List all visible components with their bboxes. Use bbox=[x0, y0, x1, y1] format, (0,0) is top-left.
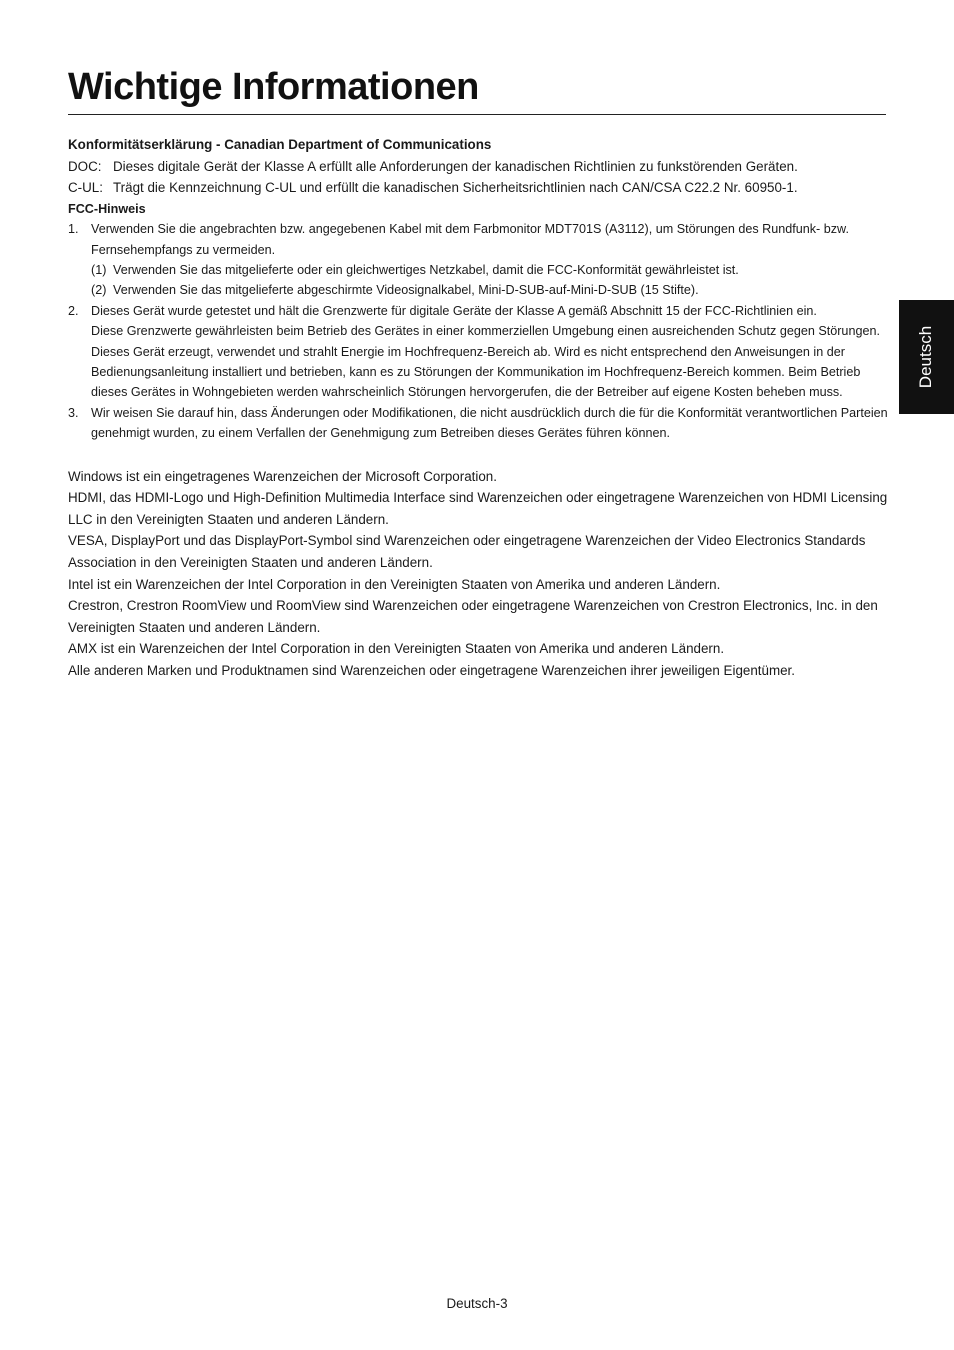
fcc-heading: FCC-Hinweis bbox=[68, 201, 146, 216]
trademark-line: HDMI, das HDMI-Logo und High-Definition Multimedia Interface sind Warenzeichen oder eingetragene Warenzeichen von HDMI Licensing LLC in den Vereinigten Staaten und anderen Ländern. bbox=[68, 490, 888, 527]
fcc-item-number: 2. bbox=[68, 303, 79, 318]
fcc-list bbox=[68, 219, 888, 443]
language-tab bbox=[899, 300, 954, 414]
trademark-line: Alle anderen Marken und Produktnamen sind Warenzeichen oder eingetragene Warenzeichen ihrer jeweiligen Eigentümer. bbox=[68, 663, 795, 678]
trademark-line: AMX ist ein Warenzeichen der Intel Corporation in den Vereinigten Staaten von Amerika und anderen Ländern. bbox=[68, 641, 725, 657]
trademark-line: Intel ist ein Warenzeichen der Intel Corporation in den Vereinigten Staaten von Amerika und anderen Ländern. bbox=[68, 576, 721, 592]
fcc-item-text-block bbox=[91, 301, 888, 403]
cul-text: Trägt die Kennzeichnung C-UL und erfüllt die kanadischen Sicherheitsrichtlinien nach CAN/CSA C22.2 Nr. 60950-1. bbox=[113, 180, 798, 196]
fcc-item-2 bbox=[68, 301, 888, 403]
fcc-subitem-number: (2) bbox=[91, 283, 107, 298]
conformity-heading: Konformitätserklärung - Canadian Department of Communications bbox=[68, 137, 492, 152]
fcc-item-1 bbox=[68, 219, 888, 260]
fcc-item-text: Verwenden Sie die angebrachten bzw. angegebenen Kabel mit dem Farbmonitor MDT701S (A3112), um Störungen des Rundfunk- bzw. Fernsehempfangs zu vermeiden. bbox=[91, 222, 849, 257]
main-content bbox=[68, 134, 888, 682]
title-divider bbox=[68, 114, 886, 115]
fcc-subitem-2 bbox=[68, 280, 888, 300]
doc-label: DOC: bbox=[68, 158, 102, 174]
fcc-item-text: Wir weisen Sie darauf hin, dass Änderungen oder Modifikationen, die nicht ausdrücklich durch die für die Konformität verantwortlichen Parteien genehmigt wurden, zu einem Verfallen der Genehmigung zum Betreiben dieses Gerätes führen können. bbox=[91, 405, 888, 441]
cul-label: C-UL: bbox=[68, 180, 103, 196]
doc-statement bbox=[68, 156, 888, 178]
trademark-line: VESA, DisplayPort und das DisplayPort-Symbol sind Warenzeichen oder eingetragene Warenzeichen der Video Electronics Standards Association in den Vereinigten Staaten und anderen Ländern. bbox=[68, 533, 866, 571]
section-spacer bbox=[68, 444, 888, 466]
page-number: Deutsch-3 bbox=[446, 1296, 508, 1311]
fcc-subitem-text: Verwenden Sie das mitgelieferte oder ein gleichwertiges Netzkabel, damit die FCC-Konformität gewährleistet ist. bbox=[113, 263, 739, 277]
fcc-item-number: 3. bbox=[68, 405, 79, 420]
trademark-notices bbox=[68, 466, 888, 682]
language-tab-label: Deutsch bbox=[916, 325, 936, 389]
fcc-subitem-number: (1) bbox=[91, 263, 107, 277]
fcc-item-text: Dieses Gerät wurde getestet und hält die Grenzwerte für digitale Geräte der Klasse A gemäß Abschnitt 15 der FCC-Richtlinien ein. bbox=[91, 303, 817, 318]
page-title: Wichtige Informationen bbox=[68, 66, 479, 108]
trademark-line: Crestron, Crestron RoomView und RoomView sind Warenzeichen oder eingetragene Warenzeichen von Crestron Electronics, Inc. in den Vereinigten Staaten und anderen Ländern. bbox=[68, 598, 878, 635]
fcc-item-number: 1. bbox=[68, 222, 79, 237]
doc-text: Dieses digitale Gerät der Klasse A erfüllt alle Anforderungen der kanadischen Richtlinien zu funkstörenden Geräten. bbox=[113, 158, 798, 174]
fcc-item-text-continued: Diese Grenzwerte gewährleisten beim Betrieb des Gerätes in einer kommerziellen Umgebung einen ausreichenden Schutz gegen Störungen. Dieses Gerät erzeugt, verwendet und strahlt Energie im Hochfrequenz-Bereich ab. Wird es nicht entsprechend den Anweisungen in der Bedienungsanleitung installiert und betrieben, kann es zu Störungen der Kommunikation im Hochfrequenz-Bereich kommen. Beim Betrieb dieses Gerätes in Wohngebieten werden wahrscheinlich Störungen hervorgerufen, die der Betreiber auf eigene Kosten beheben muss. bbox=[91, 324, 880, 400]
fcc-subitem-1 bbox=[68, 260, 888, 280]
fcc-subitem-text: Verwenden Sie das mitgelieferte abgeschirmte Videosignalkabel, Mini-D-SUB-auf-Mini-D-SUB (15 Stifte). bbox=[113, 283, 699, 298]
fcc-item-3 bbox=[68, 403, 888, 444]
cul-statement bbox=[68, 177, 888, 199]
trademark-line: Windows ist ein eingetragenes Warenzeichen der Microsoft Corporation. bbox=[68, 468, 497, 484]
